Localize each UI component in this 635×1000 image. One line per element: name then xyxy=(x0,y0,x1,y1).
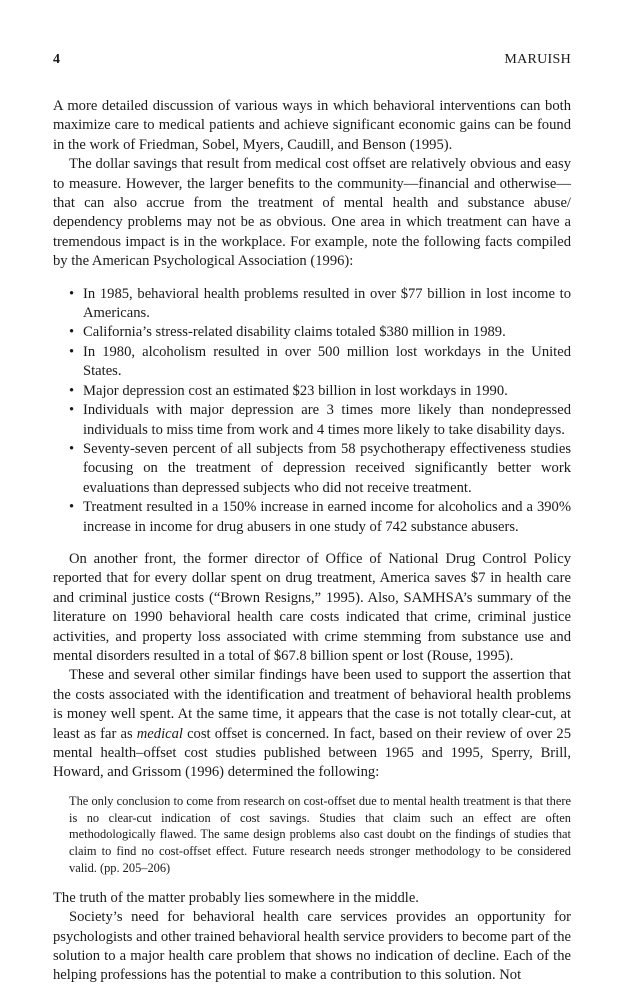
bullet-icon: • xyxy=(69,499,75,516)
bullet-icon: • xyxy=(69,285,75,302)
page-number: 4 xyxy=(53,52,60,67)
paragraph-behavioral-interventions: A more detailed discussion of various ways in which behavioral interventions can both maximize care to medical patients and achieve significant economic gains can be found in the work of Friedman, Sobel, Myers, Caudill, and Benson (1995). xyxy=(53,98,571,153)
list-item: • Individuals with major depression are 3 times more likely than nondepressed individuals to miss time from work and 4 times more likely to take disability days. xyxy=(69,402,571,438)
bullet-icon: • xyxy=(69,382,75,399)
list-item: • In 1985, behavioral health problems resulted in over $77 billion in lost income to Americans. xyxy=(69,285,571,322)
running-head: MARUISH xyxy=(504,52,571,67)
facts-list xyxy=(69,285,571,537)
list-item: • Major depression cost an estimated $23 billion in lost workdays in 1990. xyxy=(69,382,571,401)
bullet-icon: • xyxy=(69,324,75,341)
paragraph-findings: These and several other similar findings have been used to support the assertion that the costs associated with the identification and treatment of behavioral health problems is money well spent. At the same time, it appears that the case is not totally clear-cut, at least as far as medical cost offset is concerned. In fact, based on their review of over 25 mental health–offset cost studies published between 1965 and 1995, Sperry, Brill, Howard, and Grissom (1996) determined the following: xyxy=(53,667,571,781)
block-quote-text: The only conclusion to come from research on cost-offset due to mental health treatment is that there is no clear-cut indication of cost savings. Studies that claim such an effect are often methodologically flawed. The same design problems also cast doubt on the findings of studies that claim to find no cost-offset effect. Future research needs stronger methodology to be considered valid. (pp. 205–206) xyxy=(69,793,571,875)
list-item: • California’s stress-related disability claims totaled $380 million in 1989. xyxy=(69,323,571,342)
bullet-icon: • xyxy=(69,402,75,419)
body-text xyxy=(53,97,571,986)
page-header xyxy=(53,52,571,72)
block-quote xyxy=(69,793,571,877)
paragraph-dollar-savings: The dollar savings that result from medical cost offset are relatively obvious and easy to measure. However, the larger benefits to the community—financial and otherwise—that can also accrue from the treatment of mental health and substance abuse/ dependency problems may not be as obvious. One area in which treatment can have a tremendous impact is in the workplace. For example, note the following facts compiled by the American Psychological Association (1996): xyxy=(53,156,571,270)
paragraph-society: Society’s need for behavioral health care services provides an opportunity for psychologists and other trained behavioral health service providers to become part of the solution to a major health care problem that shows no indication of decline. Each of the helping professions has the potential to make a contribution to this solution. Not xyxy=(53,909,571,984)
paragraph-truth: The truth of the matter probably lies somewhere in the middle. xyxy=(53,889,419,906)
paragraph-another-front: On another front, the former director of Office of National Drug Control Policy reported that for every dollar spent on drug treatment, America saves $7 in health care and criminal justice costs (“Brown Resigns,” 1995). Also, SAMHSA’s summary of the literature on 1990 behavioral health care costs indicated that crime, criminal justice activities, and property loss associated with crime stemming from substance use and mental disorders resulted in a total of $67.8 billion spent or lost (Rouse, 1995). xyxy=(53,550,571,664)
bullet-icon: • xyxy=(69,440,75,457)
list-item: • In 1980, alcoholism resulted in over 500 million lost workdays in the United States. xyxy=(69,343,571,380)
emphasis-medical: medical xyxy=(136,725,183,742)
bullet-icon: • xyxy=(69,343,75,360)
list-item: • Treatment resulted in a 150% increase in earned income for alcoholics and a 390% increase in income for drug abusers in one study of 742 substance abusers. xyxy=(69,499,571,535)
list-item: • Seventy-seven percent of all subjects from 58 psychotherapy effectiveness studies focusing on the treatment of depression received significantly better work evaluations than depressed subjects who did not receive treatment. xyxy=(69,440,571,496)
